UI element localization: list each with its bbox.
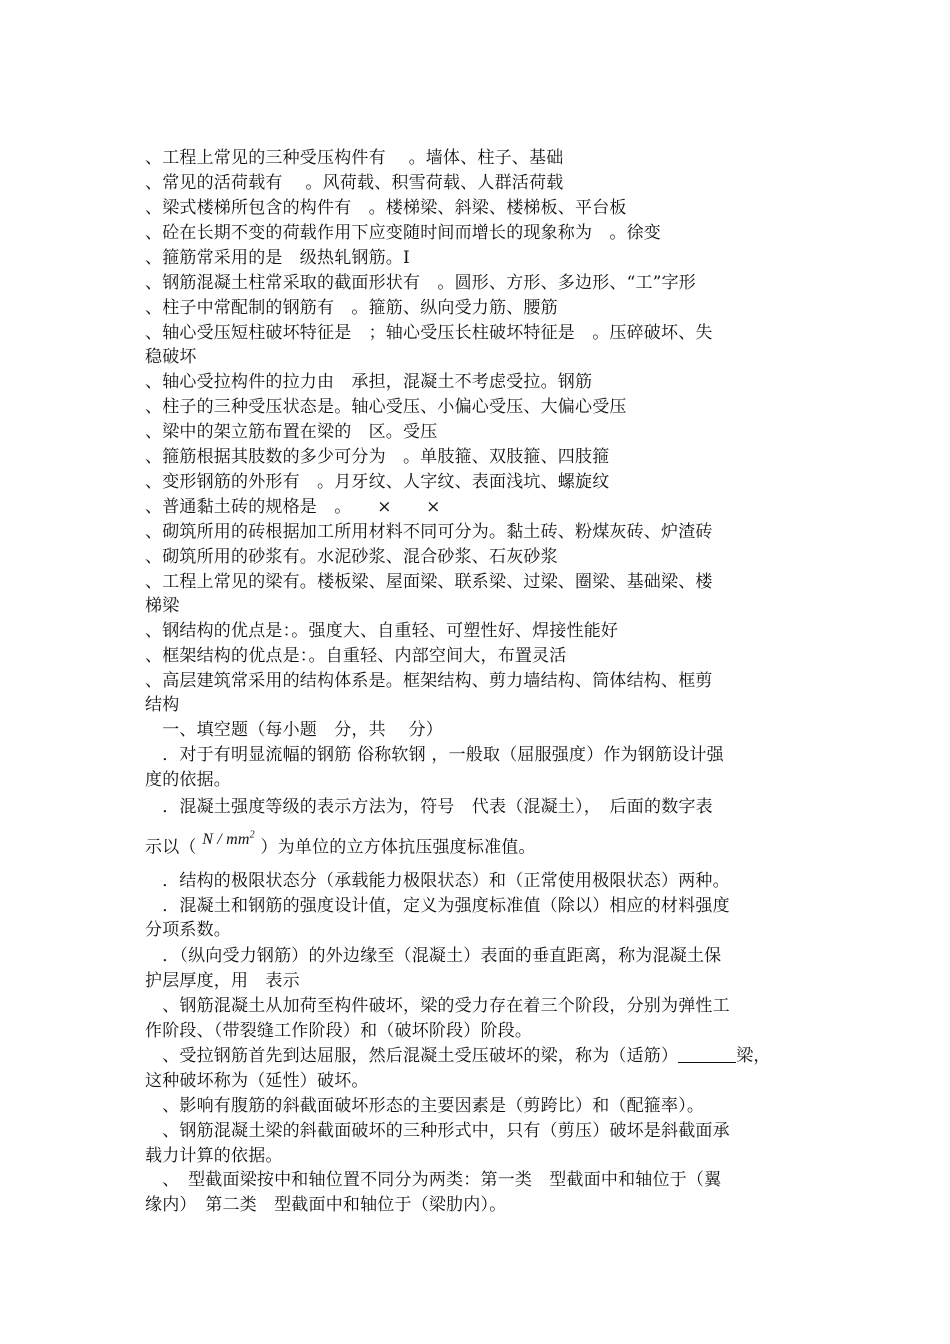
text-line: 分项系数。 [145,920,231,940]
text-line: 稳破坏 [145,347,197,367]
text-line: 、工程上常见的梁有。楼板梁、屋面梁、联系梁、过梁、圈梁、基础梁、楼 [145,572,713,592]
text-line: 、影响有腹筋的斜截面破坏形态的主要因素是（剪跨比）和（配箍率）。 [145,1096,705,1116]
text-line: 、砌筑所用的砂浆有。水泥砂浆、混合砂浆、石灰砂浆 [145,547,558,567]
text-line: 、钢筋混凝土从加荷至构件破坏，梁的受力存在着三个阶段，分别为弹性工 [145,996,730,1016]
unit-exponent: 2 [249,830,255,841]
text-line: 、高层建筑常采用的结构体系是。框架结构、剪力墙结构、筒体结构、框剪 [145,671,713,691]
text-line: 、普通黏土砖的规格是 。 × × [145,497,441,517]
text-line: ．结构的极限状态分（承载能力极限状态）和（正常使用极限状态）两种。 [145,871,730,891]
text-line: 护层厚度，用 表示 [145,971,300,991]
text-line: 这种破坏称为（延性）破坏。 [145,1071,369,1091]
text-line: 、工程上常见的三种受压构件有 。墙体、柱子、基础 [145,148,564,168]
text-line: 、钢筋混凝土柱常采取的截面形状有 。圆形、方形、多边形、“工”字形 [145,273,696,293]
text-line: ．混凝土强度等级的表示方法为，符号 代表（混凝土）， 后面的数字表 [145,797,713,817]
fill-in-blank [678,1046,736,1063]
text-line: 、框架结构的优点是：。自重轻、内部空间大，布置灵活 [145,646,567,666]
text-segment: ）为单位的立方体抗压强度标准值。 [260,837,536,858]
text-segment: 示以（ [145,837,197,858]
text-line: 、梁中的架立筋布置在梁的 区。受压 [145,422,438,442]
text-line: 、轴心受压短柱破坏特征是 ；轴心受压长柱破坏特征是 。压碎破坏、失 [145,323,713,343]
text-line: 、常见的活荷载有 。风荷载、积雪荷载、人群活荷载 [145,173,564,193]
text-line: 缘内） 第二类 型截面中和轴位于（梁肋内）。 [145,1195,507,1215]
text-line: 载力计算的依据。 [145,1146,283,1166]
text-line: 、柱子中常配制的钢筋有 。箍筋、纵向受力筋、腰筋 [145,298,558,318]
text-line: 、轴心受拉构件的拉力由 承担，混凝土不考虑受拉。钢筋 [145,372,593,392]
text-line-with-blank [145,1044,810,1068]
text-line: 、砼在长期不变的荷载作用下应变随时间而增长的现象称为 。徐变 [145,223,661,243]
text-line: 作阶段、（带裂缝工作阶段）和（破坏阶段）阶段。 [145,1021,533,1041]
text-line: 、箍筋常采用的是 级热轧钢筋。Ⅰ [145,248,410,268]
text-line: ．（纵向受力钢筋）的外边缘至（混凝土）表面的垂直距离，称为混凝土保 [145,946,722,966]
text-line: 梯梁 [145,596,180,616]
section-heading: 一、填空题（每小题 分，共 分） [145,720,444,740]
text-line: 度的依据。 [145,770,231,790]
text-line: 、 型截面梁按中和轴位置不同分为两类：第一类 型截面中和轴位于（翼 [145,1170,722,1190]
text-line: 、箍筋根据其肢数的多少可分为 。单肢箍、双肢箍、四肢箍 [145,447,610,467]
text-line: 结构 [145,695,180,715]
unit-formula [202,831,255,848]
unit-text: N / mm [202,831,250,849]
text-line: 、变形钢筋的外形有 。月牙纹、人字纹、表面浅坑、螺旋纹 [145,472,610,492]
text-segment: 、受拉钢筋首先到达屈服，然后混凝土受压破坏的梁，称为（适筋） [145,1046,679,1066]
text-line: 、钢结构的优点是：。强度大、自重轻、可塑性好、焊接性能好 [145,621,619,641]
text-line: ．对于有明显流幅的钢筋 俗称软钢 ，一般取（屈服强度）作为钢筋设计强 [145,745,724,765]
text-line: 、柱子的三种受压状态是。轴心受压、小偏心受压、大偏心受压 [145,397,627,417]
text-line: 、梁式楼梯所包含的构件有 。楼梯梁、斜梁、楼梯板、平台板 [145,198,627,218]
text-segment: 梁， [736,1046,771,1066]
text-line: 、钢筋混凝土梁的斜截面破坏的三种形式中，只有（剪压）破坏是斜截面承 [145,1121,730,1141]
text-line: ．混凝土和钢筋的强度设计值，定义为强度标准值（除以）相应的材料强度 [145,896,730,916]
text-line: 、砌筑所用的砖根据加工所用材料不同可分为。黏土砖、粉煤灰砖、炉渣砖 [145,522,713,542]
text-line-with-unit [145,832,810,860]
